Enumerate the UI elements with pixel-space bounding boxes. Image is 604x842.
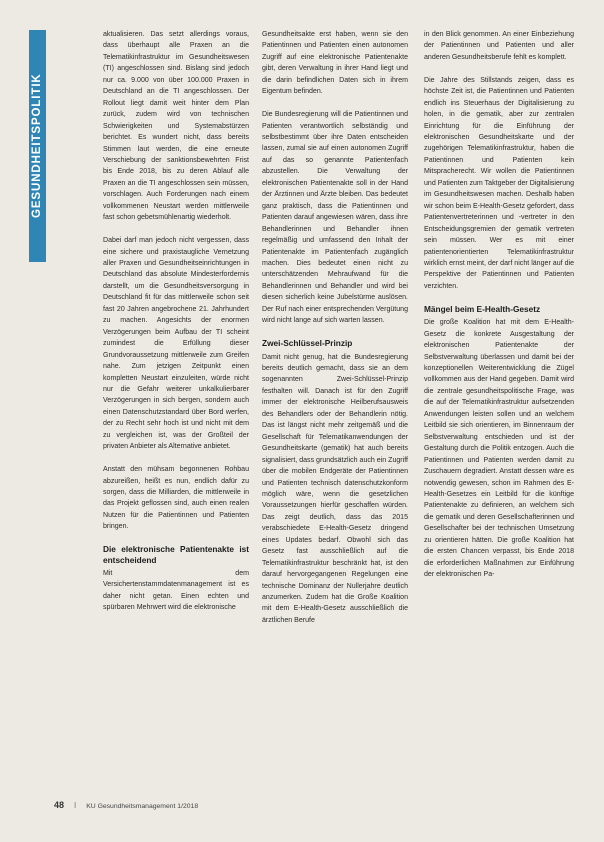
section-label: GESUNDHEITSPOLITIK bbox=[31, 73, 43, 219]
paragraph: Gesundheitsakte erst haben, wenn sie den Patientinnen und Patienten einen autonomen Zugriff auf eine elektronische Patientenakte gibt, deren Verwaltung in ihrer Hand liegt und die darin befindlichen Daten sich in ihrem Eigentum befinden. bbox=[262, 31, 408, 96]
article-column-1 bbox=[103, 29, 249, 625]
paragraph: Anstatt den mühsam begonnenen Rohbau abzureißen, heißt es nun, endlich dafür zu sorgen, dass die Milliarden, die mittlerweile in das Projekt geflossen sind, auch einen realen Nutzen für die Patientinnen und Patienten bringen. bbox=[103, 466, 249, 531]
paragraph: in den Blick genommen. An einer Einbeziehung der Patientinnen und Patienten und aller anderen Gesundheitsberufe fehlt es komplett. bbox=[424, 31, 574, 61]
paragraph: Die Bundesregierung will die Patientinnen und Patienten verantwortlich selbständig und selbstbestimmt über ihre Daten entscheiden lassen, zumal sie auf einen autonomen Zugriff auf das so genannte Patientenfach abzustellen. Die Verwaltung der elektronischen Patientenakte soll in der Hand der Ärztinnen und Ärzte bleiben. Das bedeutet ganz praktisch, dass die Patientinnen und Patienten darauf angewiesen wären, dass ihre Behandlerinnen und Behandler ihnen regelmäßig und umfassend den Inhalt der Patientenakte im Patientenfach zugänglich machen. Dies bedeutet einen nicht zu unterschätzenden Mehraufwand für die Behandlerinnen und Behandler und wird bei diesen sicherlich keine Jubelstürme auslösen. Der Ruf nach einer entsprechenden Vergütung wird nicht lange auf sich warten lassen. bbox=[262, 111, 408, 325]
section-heading: Zwei-Schlüssel-Prinzip bbox=[262, 338, 353, 349]
paragraph: Die Jahre des Stillstands zeigen, dass es höchste Zeit ist, die Patientinnen und Patienten endlich ins Steuerhaus der Digitalisierung zu holen, in die gematik, aber zur zentralen Einrichtung für die Einführung der elektronischen Gesundheitskarte und der zugehörigen Telematikinfrastruktur, haben die Patientinnen und Patienten kein Mitspracherecht. Wir wollen die Patientinnen und Patienten zum Taktgeber der Digitalisierung im Gesundheitswesen machen. Deshalb haben wir schon beim E-Health-Gesetz gefordert, dass Patientenvertreterinnen und -vertreter in den Entscheidungsgremien der gematik vertreten sein müssen. Wer es mit einer patientenorientierten Telematikinfrastruktur wirklich ernst meint, der darf nicht länger auf die Perspektive der Patientinnen und Patienten verzichten. bbox=[424, 76, 575, 290]
paragraph: Damit nicht genug, hat die Bundesregierung bereits deutlich gemacht, dass sie an dem sogenannten Zwei-Schlüssel-Prinzip festhalten will. Danach ist für den Zugriff immer der elektronische Heilberufsausweis des Behandlers oder der Behandlerin nötig. Das ist längst nicht mehr zeitgemäß und die Gesellschaft für Telematikanwendungen der Gesundheitskarte (gematik) hat auch bereits signalisiert, dass grundsätzlich auch ein Zugriff über die mobilen Endgeräte der Patientinnen und Patienten technisch datenschutzkonform möglich wäre, wenn die gesetzlichen Voraussetzungen hierfür geschaffen würden. Das zeigt deutlich, dass das 2015 verabschiedete E-Health-Gesetz dringend eines Updates bedarf. Obwohl sich das Gesetz fast ausschließlich auf die Telematikinfrastruktur beschränkt hat, ist den darauf hervorgegangenen Regelungen eine technische Dominanz der Nullerjahre deutlich anzumerken. Zudem hat die Große Koalition mit dem E-Health-Gesetz ausschließlich die ärztlichen Berufe bbox=[262, 353, 408, 624]
footer-separator: I bbox=[74, 801, 77, 810]
section-heading: Die elektronische Patientenakte ist entscheidend bbox=[103, 544, 249, 565]
page-footer bbox=[54, 800, 198, 810]
article-column-3 bbox=[424, 29, 574, 592]
paragraph: aktualisieren. Das setzt allerdings voraus, dass überhaupt alle Praxen an die Telematikinfrastruktur im Gesundheitswesen (TI) angeschlossen sind. Bislang sind jedoch nur ca. 9.000 von über 100.000 Praxen in Deutschland an die TI angeschlossen. Der Rollout liegt damit weit hinter dem Plan zurück, zudem wird von technischen Schwierigkeiten und Systemabstürzen berichtet. Es wundert nicht, dass bereits Stimmen laut werden, die eine erneute Verschiebung der sanktionsbewehrten Frist bis Ende 2018, bis zu deren Ablauf alle Praxen an die TI angeschlossen sein müssen, vorschlagen. Auch Forderungen nach einem vollkommenen Neustart werden mittlerweile fast schon gebetsmühlenartig wiederholt. bbox=[103, 31, 249, 222]
article-column-2 bbox=[262, 29, 408, 638]
publication-source: KU Gesundheitsmanagement 1/2018 bbox=[86, 803, 199, 810]
paragraph: Dabei darf man jedoch nicht vergessen, dass eine sichere und praxistaugliche Vernetzung aller Praxen und Gesundheitseinrichtungen in Deutschland das absolute Mindesterfordernis darstellt, um die Gesundheitsversorgung in Deutschland fit für das mittlerweile schon seit fast 20 Jahren angebrochene 21. Jahrhundert zu machen. Angesichts der enormen Verzögerungen beim Aufbau der TI scheint zumindest die Erfüllung dieser Grundvoraussetzung mittlerweile zum Greifen nahe. Zum jetzigen Zeitpunkt einen kompletten Neustart einzuleiten, würde nicht nur die Gefahr weiterer unkalkulierbarer Verzögerungen in sich bergen, sondern auch einen Datenschutzstandard über Bord werfen, der zu Recht sehr hoch ist und nicht mit dem zu vergleichen ist, was der Großteil der privaten Anbieter als Alternative anbietet. bbox=[103, 237, 249, 451]
page-number: 48 bbox=[54, 800, 65, 810]
section-heading: Mängel beim E-Health-Gesetz bbox=[424, 303, 541, 314]
paragraph: Mit dem Versichertenstammdatenmanagement ist es daher nicht getan. Einen echten und spürbaren Mehrwert wird die elektronische bbox=[103, 570, 249, 612]
paragraph: Die große Koalition hat mit dem E-Health-Gesetz die konkrete Ausgestaltung der elektronischen Patientenakte der Selbstverwaltung überlassen und damit bei der konzeptionellen Weiterentwicklung die Zügel vollkommen aus der Hand gegeben. Damit wird die zentrale gesundheitspolitische Frage, was die auf der Telematikinfrastruktur aufsetzenden Anwendungen leisten sollen und an welchem Leitbild sie sich orientieren, im Binnenraum der Selbstverwaltung entschieden und ist der Gestaltung durch die Politik entzogen. Auch die Patientinnen und Patienten werden damit zu Zuschauern degradiert. Anstatt dessen wäre es notwendig gewesen, schon im Rahmen des E-Health-Gesetzes ein Leitbild für die künftige Patientenakte zu definieren, an welchem sich die gematik und deren Gesellschafterinnen und Gesellschafter bei der technischen Umsetzung zu orientieren hätten. Die große Koalition hat die ersten Chancen verpasst, bis Ende 2018 die erforderlichen Maßnahmen zur Einführung der elektronischen Pa- bbox=[424, 319, 574, 579]
